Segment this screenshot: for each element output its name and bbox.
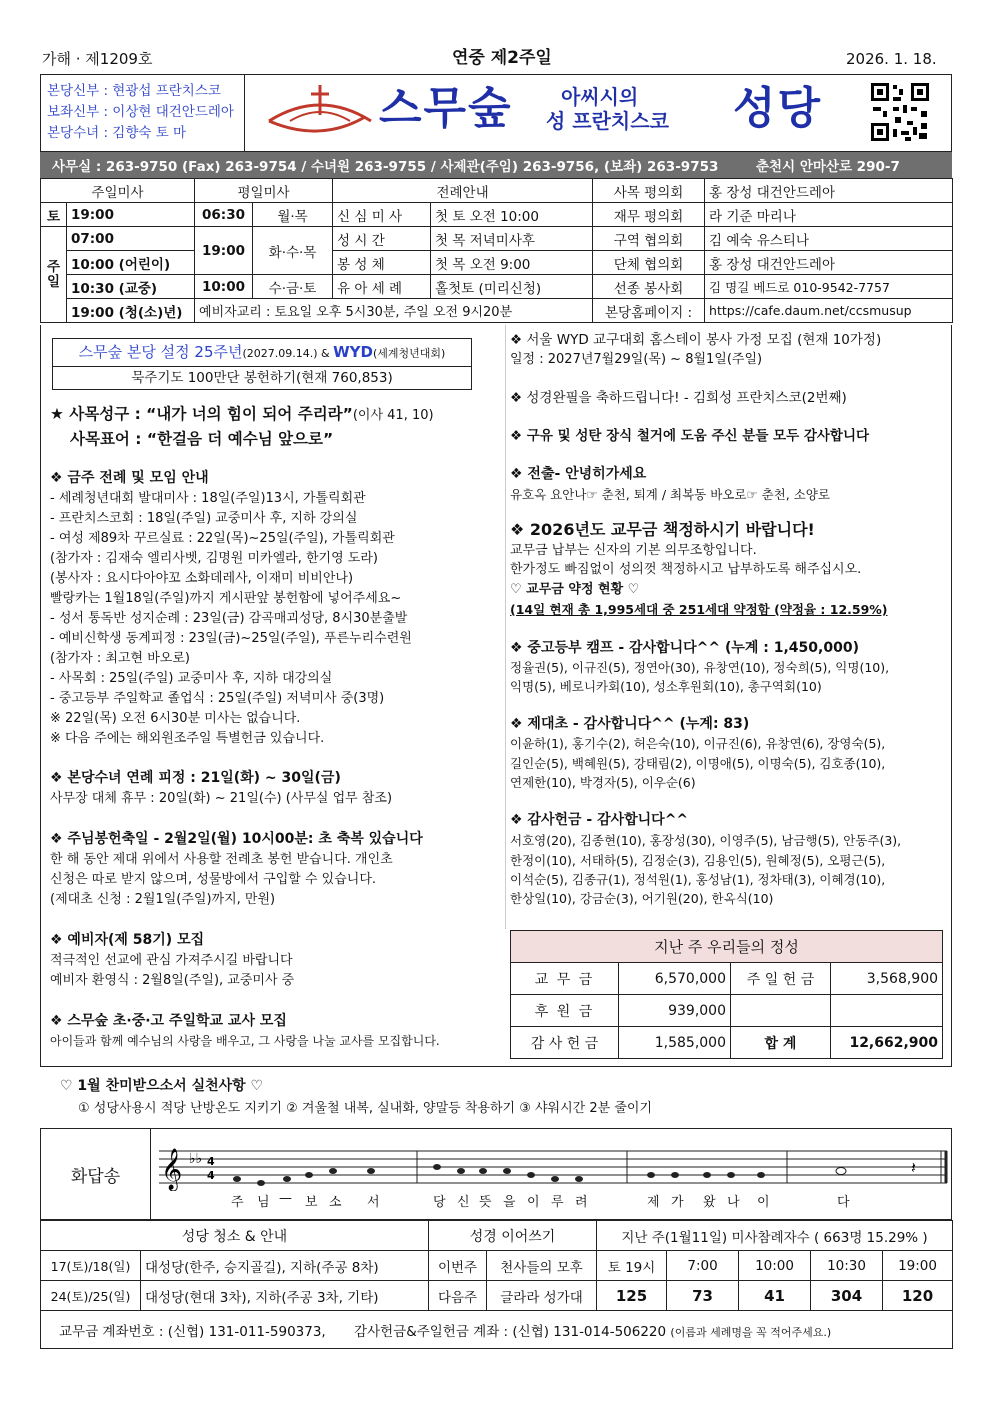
offering-value: 939,000 — [619, 995, 731, 1027]
notice-line: 이석순(5), 김종규(1), 정석원(1), 홍성남(1), 정차태(3), 이혜경(10), — [510, 872, 886, 887]
notice-line: 예비자 환영식 : 2월8일(주일), 교중미사 중 — [50, 973, 295, 988]
account-tithe: 교무금 계좌번호 : (신협) 131-011-590373, — [59, 1323, 326, 1340]
lyric: 나 — [727, 1195, 740, 1210]
attendance-count: 73 — [667, 1281, 739, 1311]
attendance-count: 120 — [883, 1281, 953, 1311]
lyric: 님 — [257, 1195, 270, 1210]
liturgy-value: 첫 목 오전 9:00 — [431, 251, 593, 275]
notice-line: 한정이(10), 서태하(5), 김정순(3), 김용인(5), 원혜정(5), 오평근(5), — [510, 853, 886, 868]
notice-line: 일정 : 2027년7월29일(목) ~ 8월1일(주일) — [510, 352, 763, 367]
offering-total-label: 합 계 — [731, 1027, 831, 1059]
notice-line: 길인순(5), 백혜원(5), 강태림(2), 이명애(5), 이명숙(5), 김호종(10), — [510, 756, 886, 771]
weekday-time: 06:30 — [195, 203, 253, 227]
attendance-count: 304 — [811, 1281, 883, 1311]
cleaning-header: 성당 청소 & 안내 — [41, 1221, 429, 1251]
notice-line: (참가자 : 최고현 바오로) — [50, 651, 190, 666]
header-weekday-mass: 평일미사 — [195, 179, 333, 203]
bible-group: 천사들의 모후 — [487, 1251, 597, 1281]
bible-header: 성경 이어쓰기 — [429, 1221, 597, 1251]
notice-line: ※ 22일(목) 오전 6시30분 미사는 없습니다. — [50, 711, 301, 726]
bottom-table — [40, 1220, 953, 1349]
lyric: 신 — [457, 1195, 470, 1210]
bible-week: 이번주 — [429, 1251, 487, 1281]
notice-line: 연제한(10), 박경자(5), 이우순(6) — [510, 775, 696, 790]
notice-line: 한상일(10), 강금순(3), 어기원(20), 한옥식(10) — [510, 891, 774, 906]
attendance-mass: 토 19시 — [597, 1251, 667, 1281]
time-sig: 4 — [207, 1169, 215, 1182]
attendance-mass: 7:00 — [667, 1251, 739, 1281]
notice-line: (14일 현재 총 1,995세대 중 251세대 약정함 (약정율 : 12.59%) — [510, 602, 888, 617]
psalm-box — [40, 1128, 952, 1220]
contact-address: 춘천시 안마산로 290-7 — [756, 159, 900, 175]
offering-label: 교 무 금 — [511, 963, 619, 995]
offering-value: 3,568,900 — [831, 963, 943, 995]
council-label: 사목 평의회 — [593, 179, 705, 203]
lyric: 다 — [837, 1195, 850, 1210]
lyric: 려 — [575, 1195, 588, 1210]
notice-line: ♡ 교무금 약정 현황 ♡ — [510, 582, 640, 597]
homepage-label: 본당홈페이지 : — [593, 299, 705, 323]
column-divider — [505, 325, 506, 929]
attendance-header: 지난 주(1월11일) 미사참례자수 ( 663명 15.29% ) — [597, 1221, 953, 1251]
account-info — [41, 1311, 953, 1349]
account-note: (이름과 세례명을 꼭 적어주세요.) — [670, 1325, 832, 1339]
council-label: 재무 평의회 — [593, 203, 705, 227]
brand-sub-1: 아씨시의 — [561, 85, 639, 109]
bible-group: 글라라 성가대 — [487, 1281, 597, 1311]
notice-line: 익명(5), 베로니카회(10), 성소후원회(10), 총구역회(10) — [510, 679, 822, 694]
lyric: 이 — [527, 1195, 540, 1210]
pastoral-motto: 사목표어 : “한걸음 더 예수님 앞으로” — [70, 430, 334, 448]
notice-line: 한 해 동안 제대 위에서 사용할 전례초 봉헌 받습니다. 개인초 — [50, 852, 393, 867]
notice-line: 교무금 납부는 신자의 기본 의무조항입니다. — [510, 543, 757, 558]
notice-line: 빨랑카는 1월18일(주일)까지 게시판앞 봉헌함에 넣어주세요~ — [50, 591, 402, 606]
notice-line: 정율권(5), 이규진(5), 정연아(30), 유창연(10), 정숙희(5), 익명(10), — [510, 660, 890, 675]
anniversary-box — [52, 338, 472, 390]
psalm-label: 화답송 — [41, 1129, 151, 1219]
notice-line: 적극적인 선교에 관심 가져주시길 바랍니다 — [50, 953, 293, 968]
offering-table — [510, 930, 943, 1059]
lyric: 제 — [647, 1195, 660, 1210]
notice-line: 유호옥 요안나☞ 춘천, 퇴계 / 최복동 바오로☞ 춘천, 소양로 — [510, 487, 830, 502]
notice-line: (제대초 신청 : 2월1일(주일)까지, 만원) — [50, 892, 276, 907]
sunday-time: 07:00 — [67, 227, 195, 251]
weekday-days: 화·수·목 — [253, 227, 333, 275]
cleaning-task: 대성당(현대 3차), 지하(주공 3차, 기타) — [141, 1281, 429, 1311]
rosary-goal: 묵주기도 100만단 봉헌하기(현재 760,853) — [53, 366, 471, 390]
lyric: 왔 — [703, 1195, 716, 1210]
offering-total-value: 12,662,900 — [831, 1027, 943, 1059]
council-value: 라 기준 마리나 — [705, 203, 953, 227]
council-label: 단체 협의회 — [593, 251, 705, 275]
lyric: 보 — [305, 1195, 318, 1210]
masthead — [40, 74, 952, 152]
cleaning-date: 24(토)/25(일) — [41, 1281, 141, 1311]
lyric: 주 — [231, 1195, 244, 1210]
offering-empty — [731, 995, 831, 1027]
homepage-link[interactable]: https://cafe.daum.net/ccsmusup — [705, 299, 953, 323]
notice-heading: ❖ 스무숲 초·중·고 주일학교 교사 모집 — [50, 1013, 287, 1029]
notice-line: - 사목회 : 25일(주일) 교중미사 후, 지하 대강의실 — [50, 671, 333, 686]
notice-line: ※ 다음 주에는 해외원조주일 특별헌금 있습니다. — [50, 731, 325, 746]
lyric: 이 — [757, 1195, 770, 1210]
sunday-time: 19:00 (청(소)년) — [67, 299, 195, 323]
attendance-mass: 10:30 — [811, 1251, 883, 1281]
liturgy-value: 홀첫토 (미리신청) — [431, 275, 593, 299]
header-liturgy: 전례안내 — [333, 179, 593, 203]
notice-heading: ❖ 주님봉헌축일 - 2월2일(월) 10시00분: 초 축복 있습니다 — [50, 831, 423, 847]
sunday-time: 10:00 (어린이) — [67, 251, 195, 275]
council-value: 김 예숙 유스티나 — [705, 227, 953, 251]
offering-title: 지난 주 우리들의 정성 — [511, 931, 943, 963]
lyric: 가 — [671, 1195, 684, 1210]
notice-line: - 프란치스코회 : 18일(주일) 교중미사 후, 지하 강의실 — [50, 511, 358, 526]
saturday-time: 19:00 — [67, 203, 195, 227]
time-sig: 4 — [207, 1155, 215, 1168]
rest-icon: 𝄽 — [911, 1158, 916, 1177]
offering-value: 6,570,000 — [619, 963, 731, 995]
liturgy-label: 성 시 간 — [333, 227, 431, 251]
lyric: 서 — [367, 1195, 380, 1210]
qr-code-icon[interactable] — [869, 81, 931, 143]
notice-line: 이윤하(1), 홍기수(2), 허은숙(10), 이규진(6), 유창연(6), 장영숙(5), — [510, 736, 886, 751]
music-staff — [159, 1143, 949, 1191]
sunday-label: 주일 — [41, 227, 67, 323]
notice-line: 신청은 따로 받지 않으며, 성물방에서 구입할 수 있습니다. — [50, 872, 377, 887]
weekday-time: 19:00 — [195, 227, 253, 275]
lyric: 당 — [433, 1195, 446, 1210]
lyric: 소 — [329, 1195, 342, 1210]
notice-line: 아이들과 함께 예수님의 사랑을 배우고, 그 사랑을 나눌 교사를 모집합니다. — [50, 1034, 440, 1048]
notice-line: 사무장 대체 휴무 : 20일(화) ~ 21일(수) (사무실 업무 참조) — [50, 791, 393, 806]
staff-assistant: 보좌신부 : 이상현 대건안드레아 — [47, 104, 234, 120]
lyrics — [161, 1191, 941, 1211]
notice-heading: ❖ 2026년도 교무금 책정하시기 바랍니다! — [510, 520, 815, 539]
notice-line: 한가정도 빠짐없이 성의껏 책정하시고 납부하도록 해주십시오. — [510, 562, 862, 577]
lyric: — — [279, 1191, 292, 1206]
notice-line: - 중고등부 주일학교 졸업식 : 25일(주일) 저녁미사 중(3명) — [50, 691, 385, 706]
cleaning-date: 17(토)/18(일) — [41, 1251, 141, 1281]
notice-heading: ❖ 구유 및 성탄 장식 철거에 도움 주신 분들 모두 감사합니다 — [510, 428, 870, 444]
notice-line: - 예비신학생 동계피정 : 23일(금)~25일(주일), 푸른누리수련원 — [50, 631, 412, 646]
liturgy-value: 첫 목 저녁미사후 — [431, 227, 593, 251]
catechumen-class: 예비자교리 : 토요일 오후 5시30분, 주일 오전 9시20분 — [195, 299, 593, 323]
issue-date: 2026. 1. 18. — [846, 50, 937, 68]
flat-icon: ♭♭ — [189, 1151, 203, 1167]
weekday-days: 월·목 — [253, 203, 333, 227]
lyric: 뜻 — [479, 1195, 492, 1210]
cleaning-task: 대성당(한주, 승지골길), 지하(주공 8차) — [141, 1251, 429, 1281]
council-label: 구역 협의회 — [593, 227, 705, 251]
laudato-title: ♡ 1월 찬미받으소서 실천사항 ♡ — [60, 1078, 264, 1094]
notice-heading: ❖ 금주 전례 및 모임 안내 — [50, 470, 209, 486]
staff-pastor: 본당신부 : 현광섭 프란치스코 — [47, 83, 221, 99]
contact-bar — [40, 152, 952, 178]
liturgy-label: 봉 성 체 — [333, 251, 431, 275]
pastoral-verse: ★ 사목성구 : “내가 너의 힘이 되어 주리라”(이사 41, 10) — [50, 405, 434, 423]
notice-line: (봉사자 : 요시다아야꼬 소화데레사, 이재미 비비안나) — [50, 571, 354, 586]
bible-week: 다음주 — [429, 1281, 487, 1311]
page-title: 연중 제2주일 — [452, 48, 552, 68]
brand-name-main: 스무숲 — [379, 83, 513, 134]
council-value: 홍 장성 대건안드레아 — [705, 179, 953, 203]
attendance-count: 125 — [597, 1281, 667, 1311]
attendance-mass: 10:00 — [739, 1251, 811, 1281]
offering-label: 주 일 헌 금 — [731, 963, 831, 995]
brand-name-church: 성당 — [733, 83, 823, 134]
schedule-table — [40, 178, 953, 323]
liturgy-value: 첫 토 오전 10:00 — [431, 203, 593, 227]
issue-number: 가해 · 제1209호 — [42, 50, 153, 68]
church-logo-icon — [265, 81, 375, 145]
laudato-items: ① 성당사용시 적당 난방온도 지키기 ② 겨울철 내복, 실내화, 양말등 착용하기 ③ 샤워시간 2분 줄이기 — [78, 1101, 652, 1116]
council-value: 김 명길 베드로 010-9542-7757 — [705, 275, 953, 299]
notice-line: (참가자 : 김재숙 엘리사벳, 김명원 미카엘라, 한기영 도라) — [50, 551, 378, 566]
notice-line: 서호영(20), 김종현(10), 홍장성(30), 이영주(5), 남금행(5), 안동주(3), — [510, 833, 902, 848]
brand-sub-2: 성 프란치스코 — [546, 109, 669, 133]
notice-heading: ❖ 성경완필을 축하드립니다! - 김희성 프란치스코(2번째) — [510, 390, 847, 406]
lyric: 루 — [551, 1195, 564, 1210]
notice-line: - 여성 제89차 꾸르실료 : 22일(목)~25일(주일), 가톨릭회관 — [50, 531, 395, 546]
staff-sister: 본당수녀 : 김향숙 토 마 — [47, 125, 187, 141]
sunday-time: 10:30 (교중) — [67, 275, 195, 299]
liturgy-label: 유 아 세 례 — [333, 275, 431, 299]
staff-box — [41, 75, 245, 151]
notice-heading: ❖ 감사헌금 - 감사합니다^^ — [510, 812, 689, 828]
notice-line: - 세례청년대회 발대미사 : 18일(주일)13시, 가톨릭회관 — [50, 491, 366, 506]
notice-heading: ❖ 전출- 안녕히가세요 — [510, 466, 647, 482]
attendance-mass: 19:00 — [883, 1251, 953, 1281]
council-value: 홍 장성 대건안드레아 — [705, 251, 953, 275]
anniversary-line-1: 스무숲 본당 설정 25주년(2027.09.14.) & WYD(세계청년대회) — [78, 343, 446, 361]
header-sunday-mass: 주일미사 — [41, 179, 195, 203]
council-label: 선종 봉사회 — [593, 275, 705, 299]
liturgy-label: 신 심 미 사 — [333, 203, 431, 227]
treble-clef-icon: 𝄞 — [161, 1149, 183, 1190]
offering-label: 후 원 금 — [511, 995, 619, 1027]
saturday-label: 토 — [41, 203, 67, 227]
notice-heading: ❖ 제대초 - 감사합니다^^ (누계: 83) — [510, 716, 750, 732]
attendance-count: 41 — [739, 1281, 811, 1311]
contact-phones: 사무실 : 263-9750 (Fax) 263-9754 / 수녀원 263-9755 / 사제관(주임) 263-9756, (보좌) 263-9753 — [52, 159, 719, 175]
weekday-days: 수·금·토 — [253, 275, 333, 299]
notice-line: - 성서 통독반 성지순례 : 23일(금) 감곡매괴성당, 8시30분출발 — [50, 611, 408, 626]
notice-heading: ❖ 본당수녀 연례 피정 : 21일(화) ~ 30일(금) — [50, 770, 341, 786]
offering-label: 감 사 헌 금 — [511, 1027, 619, 1059]
account-offering: 감사헌금&주일헌금 계좌 : (신협) 131-014-506220 — [354, 1323, 667, 1340]
notice-heading: ❖ 중고등부 캠프 - 감사합니다^^ (누계 : 1,450,000) — [510, 640, 859, 656]
weekday-time: 10:00 — [195, 275, 253, 299]
notice-heading: ❖ 예비자(제 58기) 모집 — [50, 932, 205, 948]
notice-heading: ❖ 서울 WYD 교구대회 홈스테이 봉사 가정 모집 (현재 10가정) — [510, 332, 882, 348]
offering-value: 1,585,000 — [619, 1027, 731, 1059]
lyric: 을 — [503, 1195, 516, 1210]
offering-empty — [831, 995, 943, 1027]
